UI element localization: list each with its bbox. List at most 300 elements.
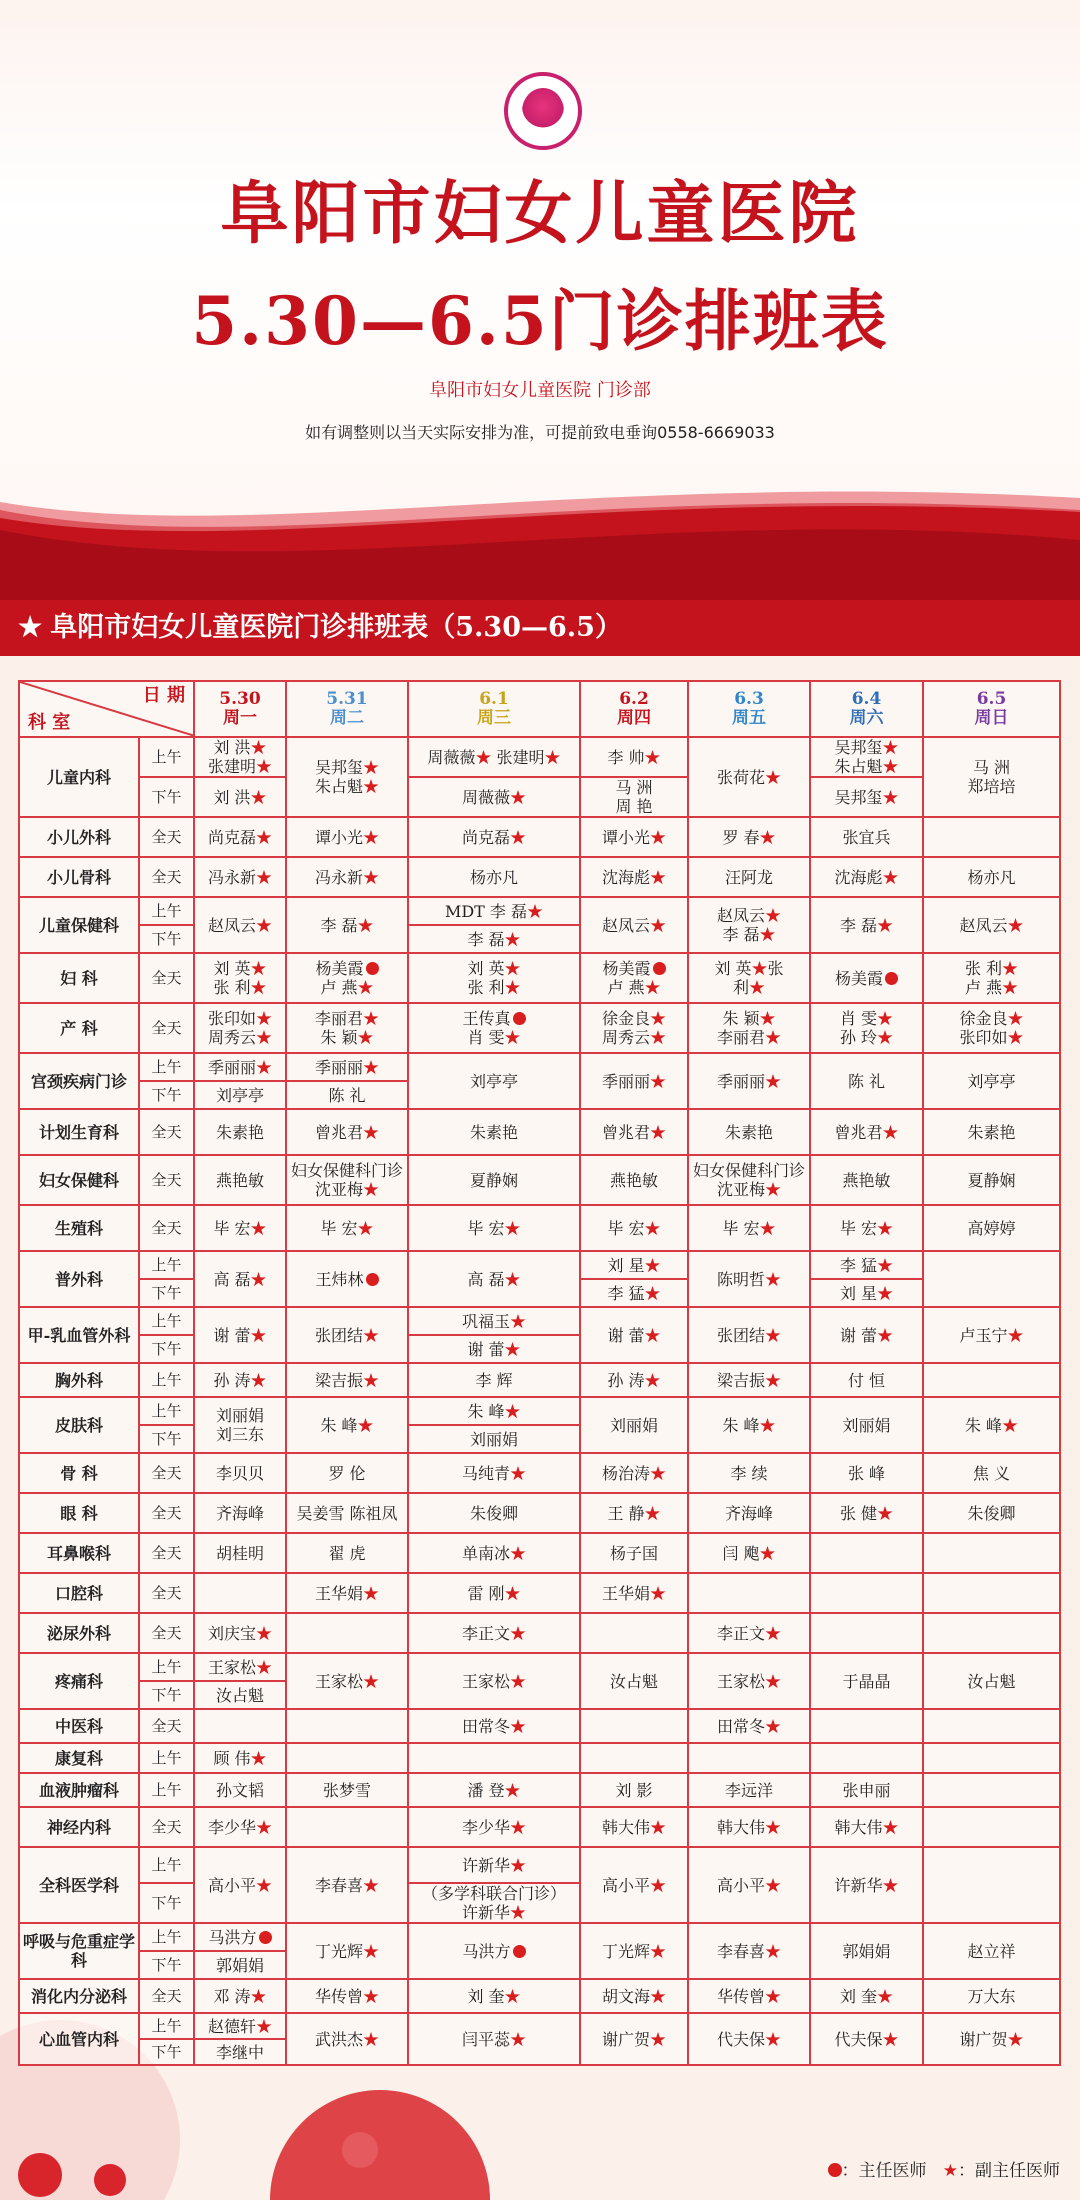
- doctor-name: 李丽君★: [314, 1009, 380, 1028]
- session-cell: 全天: [139, 1155, 194, 1205]
- doctor-cell: [194, 1453, 286, 1493]
- department-cell: 康复科: [19, 1743, 139, 1773]
- deputy-physician-star-icon: ★: [644, 1503, 661, 1523]
- doctor-name: 马洪方: [411, 1942, 577, 1961]
- doctor-name: 高婷婷: [967, 1218, 1016, 1238]
- doctor-cell: [923, 1979, 1060, 2013]
- doctor-cell: [810, 1613, 923, 1653]
- deputy-physician-star-icon: ★: [250, 978, 267, 997]
- doctor-cell: [810, 1453, 923, 1493]
- doctor-cell: [580, 1453, 688, 1493]
- deputy-physician-star-icon: ★: [644, 1218, 661, 1238]
- deputy-physician-star-icon: ★: [357, 1415, 374, 1435]
- doctor-name: 孙 玲★: [839, 1028, 894, 1047]
- deputy-physician-star-icon: ★: [363, 1122, 380, 1142]
- doctor-name: 张印如★: [959, 1028, 1024, 1047]
- session-cell: 上午: [139, 1053, 194, 1081]
- doctor-cell: [580, 1109, 688, 1155]
- deputy-physician-star-icon: ★: [644, 1370, 661, 1390]
- doctor-name: 徐金良★: [601, 1009, 667, 1028]
- deputy-physician-star-icon: ★: [510, 1311, 527, 1331]
- doctor-name: 冯永新★: [207, 867, 273, 887]
- doctor-cell: [688, 1155, 810, 1205]
- table-row: [19, 737, 1060, 777]
- doctor-name: 李 磊★: [839, 915, 894, 935]
- doctor-name: 高 磊★: [213, 1269, 267, 1289]
- deputy-physician-star-icon: ★: [1002, 978, 1019, 997]
- doctor-name: 卢玉宁★: [959, 1325, 1024, 1345]
- doctor-name: 李少华★: [461, 1817, 527, 1837]
- doctor-cell: [688, 737, 810, 817]
- doctor-cell: [408, 777, 580, 817]
- deputy-physician-star-icon: ★: [765, 2029, 782, 2049]
- doctor-cell: [408, 1807, 580, 1847]
- doctor-name: 杨美霞: [813, 969, 920, 988]
- doctor-cell: [688, 1003, 810, 1053]
- doctor-cell: [810, 817, 923, 857]
- doctor-name: 王家松★: [207, 1657, 273, 1677]
- doctor-cell: [688, 1453, 810, 1493]
- doctor-name: 谢 蕾★: [607, 1325, 661, 1345]
- doctor-name: 付 恒: [847, 1370, 886, 1390]
- deputy-physician-star-icon: ★: [256, 2016, 273, 2036]
- table-row: [19, 1743, 1060, 1773]
- doctor-cell: [923, 1709, 1060, 1743]
- doctor-cell: [688, 897, 810, 953]
- doctor-cell: [810, 1397, 923, 1453]
- deputy-physician-star-icon: ★: [250, 1269, 267, 1289]
- doctor-name: 王华娟★: [601, 1583, 667, 1603]
- doctor-cell: [688, 1397, 810, 1453]
- doctor-cell: [580, 1003, 688, 1053]
- session-cell: 下午: [139, 1335, 194, 1363]
- doctor-name: 武洪杰★: [314, 2029, 380, 2049]
- doctor-cell: [408, 857, 580, 897]
- deputy-physician-star-icon: ★: [256, 915, 273, 935]
- doctor-name: 张梦雪: [322, 1780, 371, 1800]
- doctor-cell: [194, 1653, 286, 1681]
- doctor-name: 王华娟★: [314, 1583, 380, 1603]
- department-cell: 全科医学科: [19, 1847, 139, 1923]
- department-label: 阜阳市妇女儿童医院 门诊部: [429, 380, 651, 401]
- table-row: [19, 1205, 1060, 1251]
- deputy-physician-star-icon: ★: [765, 1817, 782, 1837]
- deputy-physician-star-icon: ★: [363, 1370, 380, 1390]
- deputy-physician-star-icon: ★: [256, 1057, 273, 1077]
- session-cell: 上午: [139, 737, 194, 777]
- deputy-physician-star-icon: ★: [510, 1671, 527, 1691]
- department-axis-label: 科 室: [28, 712, 71, 733]
- deputy-physician-star-icon: ★: [250, 1748, 267, 1768]
- doctor-cell: [688, 1533, 810, 1573]
- doctor-name: 朱 颖★: [320, 1028, 374, 1047]
- doctor-cell: [408, 737, 580, 777]
- deputy-physician-star-icon: ★: [357, 1218, 374, 1238]
- doctor-name: 沈海彪★: [601, 867, 667, 887]
- doctor-cell: [580, 1923, 688, 1979]
- doctor-cell: [286, 1923, 408, 1979]
- doctor-name: 杨治涛★: [601, 1463, 667, 1483]
- session-cell: 上午: [139, 1743, 194, 1773]
- doctor-cell: [810, 1205, 923, 1251]
- doctor-name: 陈 礼: [328, 1085, 366, 1105]
- doctor-cell: [923, 857, 1060, 897]
- chief-physician-dot-icon: [259, 1931, 272, 1944]
- doctor-name: 翟 虎: [328, 1543, 366, 1563]
- deputy-physician-star-icon: ★: [256, 1028, 273, 1047]
- doctor-cell: [580, 1613, 688, 1653]
- deputy-physician-star-icon: ★: [882, 1122, 899, 1142]
- doctor-cell: [810, 1773, 923, 1807]
- department-cell: 计划生育科: [19, 1109, 139, 1155]
- doctor-name: 齐海峰: [215, 1503, 264, 1523]
- doctor-name: 卢 燕★: [964, 978, 1019, 997]
- table-row: [19, 1573, 1060, 1613]
- doctor-name: 尚克磊★: [207, 827, 273, 847]
- doctor-cell: [194, 953, 286, 1003]
- doctor-name: 毕 宏★: [467, 1218, 521, 1238]
- chief-physician-dot-icon: [828, 2163, 842, 2177]
- doctor-name: 赵凤云★: [959, 915, 1024, 935]
- department-cell: 生殖科: [19, 1205, 139, 1251]
- deputy-physician-star-icon: ★: [363, 827, 380, 847]
- session-cell: 上午: [139, 897, 194, 925]
- deputy-physician-star-icon: ★: [250, 1325, 267, 1345]
- deputy-physician-star-icon: ★: [650, 827, 667, 847]
- table-row: [19, 1923, 1060, 1951]
- doctor-name: 卢 燕★: [320, 978, 374, 997]
- deputy-physician-star-icon: ★: [882, 1817, 899, 1837]
- deputy-physician-star-icon: ★: [363, 758, 380, 777]
- deputy-physician-star-icon: ★: [759, 925, 776, 944]
- doctor-name: 丁光辉★: [314, 1941, 380, 1961]
- deputy-physician-star-icon: ★: [759, 827, 776, 847]
- doctor-cell: [408, 1453, 580, 1493]
- deputy-physician-star-icon: ★: [650, 915, 667, 935]
- hospital-logo: [504, 72, 582, 150]
- deputy-physician-star-icon: ★: [1007, 1325, 1024, 1345]
- doctor-cell: [408, 1979, 580, 2013]
- schedule-title: 5.30—6.5门诊排班表: [191, 282, 889, 360]
- doctor-cell: [810, 1709, 923, 1743]
- doctor-name: 华传曾★: [716, 1986, 782, 2006]
- doctor-name: 赵凤云★: [207, 915, 273, 935]
- deputy-physician-star-icon: ★: [363, 2029, 380, 2049]
- doctor-cell: [194, 1307, 286, 1363]
- doctor-name: 于晶晶: [842, 1671, 891, 1691]
- doctor-cell: [580, 1155, 688, 1205]
- doctor-name: 朱俊卿: [469, 1503, 518, 1523]
- doctor-cell: [408, 1251, 580, 1307]
- deputy-physician-star-icon: ★: [877, 1283, 894, 1303]
- doctor-name: 妇女保健科门诊: [290, 1161, 403, 1180]
- deputy-physician-star-icon: ★: [650, 1817, 667, 1837]
- doctor-cell: [810, 737, 923, 777]
- department-cell: 妇女保健科: [19, 1155, 139, 1205]
- doctor-cell: [286, 1743, 408, 1773]
- deputy-physician-star-icon: ★: [363, 1180, 380, 1199]
- doctor-name: 马洪方: [197, 1928, 283, 1947]
- doctor-cell: [408, 1397, 580, 1425]
- table-row: [19, 857, 1060, 897]
- doctor-name: 谢 蕾★: [213, 1325, 267, 1345]
- doctor-cell: [194, 737, 286, 777]
- deputy-physician-star-icon: ★: [1007, 1009, 1024, 1028]
- doctor-name: 刘 影: [615, 1780, 653, 1800]
- doctor-cell: [194, 1003, 286, 1053]
- table-header-row: [19, 681, 1060, 737]
- doctor-name: 刘 洪★: [213, 787, 267, 807]
- doctor-name: 刘丽娟: [842, 1415, 891, 1435]
- doctor-cell: [810, 1155, 923, 1205]
- doctor-cell: [688, 1613, 810, 1653]
- doctor-cell: [408, 1773, 580, 1807]
- doctor-name: 刘 英★: [467, 959, 521, 978]
- deputy-physician-star-icon: ★: [256, 1875, 273, 1895]
- doctor-cell: [194, 1847, 286, 1923]
- doctor-cell: [810, 897, 923, 953]
- deputy-physician-star-icon: ★: [363, 1583, 380, 1603]
- table-row: [19, 1709, 1060, 1743]
- session-cell: 全天: [139, 1613, 194, 1653]
- table-row: [19, 1397, 1060, 1425]
- doctor-name: 刘 奎★: [467, 1986, 521, 2006]
- department-cell: 泌尿外科: [19, 1613, 139, 1653]
- notice-text: 如有调整则以当天实际安排为准，可提前致电垂询0558-6669033: [305, 423, 775, 442]
- doctor-name: 冯永新★: [314, 867, 380, 887]
- doctor-name: 沈海彪★: [834, 867, 899, 887]
- doctor-cell: [580, 953, 688, 1003]
- deputy-physician-star-icon: ★: [765, 1370, 782, 1390]
- deputy-physician-star-icon: ★: [256, 867, 273, 887]
- doctor-cell: [194, 777, 286, 817]
- deputy-physician-star-icon: ★: [504, 959, 521, 978]
- table-row: [19, 1155, 1060, 1205]
- doctor-name: 周薇薇★: [461, 787, 527, 807]
- doctor-name: 李 磊★: [722, 925, 776, 944]
- doctor-cell: [286, 1251, 408, 1307]
- doctor-name: 朱俊卿: [967, 1503, 1016, 1523]
- doctor-cell: [286, 1397, 408, 1453]
- table-row: [19, 1003, 1060, 1053]
- department-cell: 消化内分泌科: [19, 1979, 139, 2013]
- deputy-physician-star-icon: ★: [363, 1941, 380, 1961]
- doctor-cell: [580, 1807, 688, 1847]
- doctor-cell: [923, 1533, 1060, 1573]
- doctor-name: 毕 宏★: [722, 1218, 776, 1238]
- doctor-name: （多学科联合门诊）: [421, 1884, 566, 1903]
- deputy-physician-star-icon: ★: [644, 1325, 661, 1345]
- doctor-cell: [194, 1155, 286, 1205]
- doctor-name: 孙文韬: [215, 1780, 264, 1800]
- deputy-physician-star-icon: ★: [759, 1009, 776, 1028]
- doctor-cell: [194, 1053, 286, 1081]
- day-weekday: 周一: [223, 708, 257, 728]
- schedule-table-container: [18, 680, 1059, 2066]
- doctor-name: 毕 宏★: [320, 1218, 374, 1238]
- doctor-cell: [408, 1847, 580, 1883]
- table-row: [19, 953, 1060, 1003]
- deputy-physician-star-icon: ★: [759, 1218, 776, 1238]
- doctor-cell: [688, 1493, 810, 1533]
- doctor-cell: [923, 1205, 1060, 1251]
- doctor-name: 李少华★: [207, 1817, 273, 1837]
- table-row: [19, 817, 1060, 857]
- doctor-name: 朱素艳: [967, 1122, 1016, 1142]
- doctor-cell: [286, 1847, 408, 1923]
- doctor-name: 韩大伟★: [834, 1817, 899, 1837]
- doctor-name: 许新华★: [834, 1875, 899, 1895]
- doctor-name: 刘庆宝★: [207, 1623, 273, 1643]
- doctor-cell: [923, 1743, 1060, 1773]
- doctor-name: 朱 峰★: [964, 1415, 1019, 1435]
- doctor-cell: [923, 1307, 1060, 1363]
- doctor-cell: [194, 1397, 286, 1453]
- deputy-physician-star-icon: ★: [765, 1269, 782, 1289]
- deputy-physician-star-icon: ★: [363, 1057, 380, 1077]
- doctor-name: 胡桂明: [215, 1543, 264, 1563]
- day-date: 6.2: [619, 689, 649, 709]
- doctor-name: 华传曾★: [314, 1986, 380, 2006]
- chief-physician-dot-icon: [366, 1273, 379, 1286]
- doctor-name: 代夫保★: [834, 2029, 899, 2049]
- department-cell: 小儿骨科: [19, 857, 139, 897]
- doctor-cell: [408, 1709, 580, 1743]
- deputy-physician-star-icon: ★: [510, 1855, 527, 1875]
- deputy-physician-star-icon: ★: [877, 1255, 894, 1275]
- doctor-cell: [408, 1003, 580, 1053]
- department-cell: 疼痛科: [19, 1653, 139, 1709]
- doctor-cell: [580, 1653, 688, 1709]
- doctor-name: 李 猛★: [839, 1255, 894, 1275]
- doctor-name: 郭娟娟: [215, 1955, 264, 1975]
- session-cell: 下午: [139, 2039, 194, 2065]
- deputy-physician-star-icon: ★: [882, 787, 899, 807]
- doctor-name: 周 艳: [615, 797, 653, 816]
- doctor-cell: [580, 1205, 688, 1251]
- chief-physician-dot-icon: [513, 1012, 526, 1025]
- doctor-name: 朱 峰★: [320, 1415, 374, 1435]
- deputy-physician-star-icon: ★: [510, 1543, 527, 1563]
- deputy-physician-star-icon: ★: [650, 1009, 667, 1028]
- doctor-cell: [408, 1307, 580, 1335]
- doctor-cell: [810, 857, 923, 897]
- doctor-name: 汪阿龙: [724, 867, 773, 887]
- doctor-cell: [408, 1743, 580, 1773]
- deputy-physician-star-icon: ★: [650, 1583, 667, 1603]
- deputy-physician-star-icon: ★: [877, 1986, 894, 2006]
- doctor-cell: [194, 1573, 286, 1613]
- deputy-physician-star-icon: ★: [942, 2161, 958, 2181]
- doctor-name: 李 磊★: [320, 915, 374, 935]
- doctor-name: 张 利★: [467, 978, 521, 997]
- deputy-physician-star-icon: ★: [644, 978, 661, 997]
- deputy-physician-star-icon: ★: [650, 1941, 667, 1961]
- deputy-physician-star-icon: ★: [510, 1623, 527, 1643]
- deputy-physician-star-icon: ★: [504, 1780, 521, 1800]
- day-weekday: 周五: [732, 708, 766, 728]
- doctor-cell: [194, 817, 286, 857]
- doctor-cell: [580, 1533, 688, 1573]
- doctor-cell: [810, 1653, 923, 1709]
- doctor-cell: [810, 777, 923, 817]
- doctor-cell: [408, 925, 580, 953]
- doctor-cell: [286, 1613, 408, 1653]
- doctor-cell: [286, 1109, 408, 1155]
- day-header-cell: [580, 681, 688, 737]
- doctor-name: 李 续: [730, 1463, 768, 1483]
- doctor-name: 梁吉振★: [314, 1370, 380, 1390]
- session-cell: 上午: [139, 2013, 194, 2039]
- header: [0, 0, 1080, 600]
- doctor-cell: [408, 1205, 580, 1251]
- table-row: [19, 1307, 1060, 1335]
- department-cell: 儿童保健科: [19, 897, 139, 953]
- doctor-name: 张宜兵: [842, 827, 891, 847]
- doctor-name: 张团结★: [716, 1325, 782, 1345]
- doctor-cell: [580, 1709, 688, 1743]
- session-cell: 下午: [139, 1425, 194, 1453]
- doctor-cell: [194, 1743, 286, 1773]
- deputy-physician-star-icon: ★: [256, 1009, 273, 1028]
- doctor-cell: [408, 1335, 580, 1363]
- doctor-cell: [688, 1307, 810, 1363]
- doctor-name: 李春喜★: [314, 1875, 380, 1895]
- doctor-cell: [810, 1003, 923, 1053]
- doctor-cell: [923, 1923, 1060, 1979]
- doctor-cell: [923, 953, 1060, 1003]
- doctor-cell: [408, 1109, 580, 1155]
- session-cell: 下午: [139, 1279, 194, 1307]
- day-header-cell: [810, 681, 923, 737]
- deputy-physician-star-icon: ★: [759, 1543, 776, 1563]
- doctor-cell: [688, 1363, 810, 1397]
- chief-physician-dot-icon: [513, 1945, 526, 1958]
- department-cell: 皮肤科: [19, 1397, 139, 1453]
- session-cell: 全天: [139, 1003, 194, 1053]
- banner-title: 阜阳市妇女儿童医院门诊排班表（5.30—6.5）: [50, 612, 622, 643]
- doctor-cell: [923, 897, 1060, 953]
- deputy-physician-star-icon: ★: [765, 767, 782, 787]
- doctor-name: 朱素艳: [469, 1122, 518, 1142]
- department-cell: 骨 科: [19, 1453, 139, 1493]
- deputy-physician-star-icon: ★: [765, 1180, 782, 1199]
- doctor-name: 肖 雯★: [839, 1009, 894, 1028]
- day-weekday: 周日: [974, 708, 1009, 728]
- doctor-name: 毕 宏★: [839, 1218, 894, 1238]
- doctor-name: 周秀云★: [207, 1028, 273, 1047]
- doctor-cell: [810, 1279, 923, 1307]
- deputy-physician-star-icon: ★: [1007, 1028, 1024, 1047]
- doctor-name: 刘亭亭: [215, 1085, 264, 1105]
- doctor-name: 吴姜雪 陈祖凤: [296, 1503, 398, 1523]
- doctor-name: 田常冬★: [716, 1716, 782, 1736]
- doctor-cell: [810, 1533, 923, 1573]
- doctor-cell: [688, 817, 810, 857]
- table-row: [19, 1979, 1060, 2013]
- deputy-physician-star-icon: ★: [504, 1339, 521, 1359]
- doctor-cell: [286, 2013, 408, 2065]
- doctor-name: 巩福玉★: [461, 1311, 527, 1331]
- doctor-cell: [194, 1205, 286, 1251]
- deputy-physician-star-icon: ★: [882, 1875, 899, 1895]
- doctor-name: 刘 英★张: [714, 959, 784, 978]
- deputy-physician-star-icon: ★: [363, 1875, 380, 1895]
- doctor-cell: [923, 1155, 1060, 1205]
- doctor-cell: [408, 2013, 580, 2065]
- doctor-cell: [580, 1279, 688, 1307]
- doctor-cell: [286, 1053, 408, 1081]
